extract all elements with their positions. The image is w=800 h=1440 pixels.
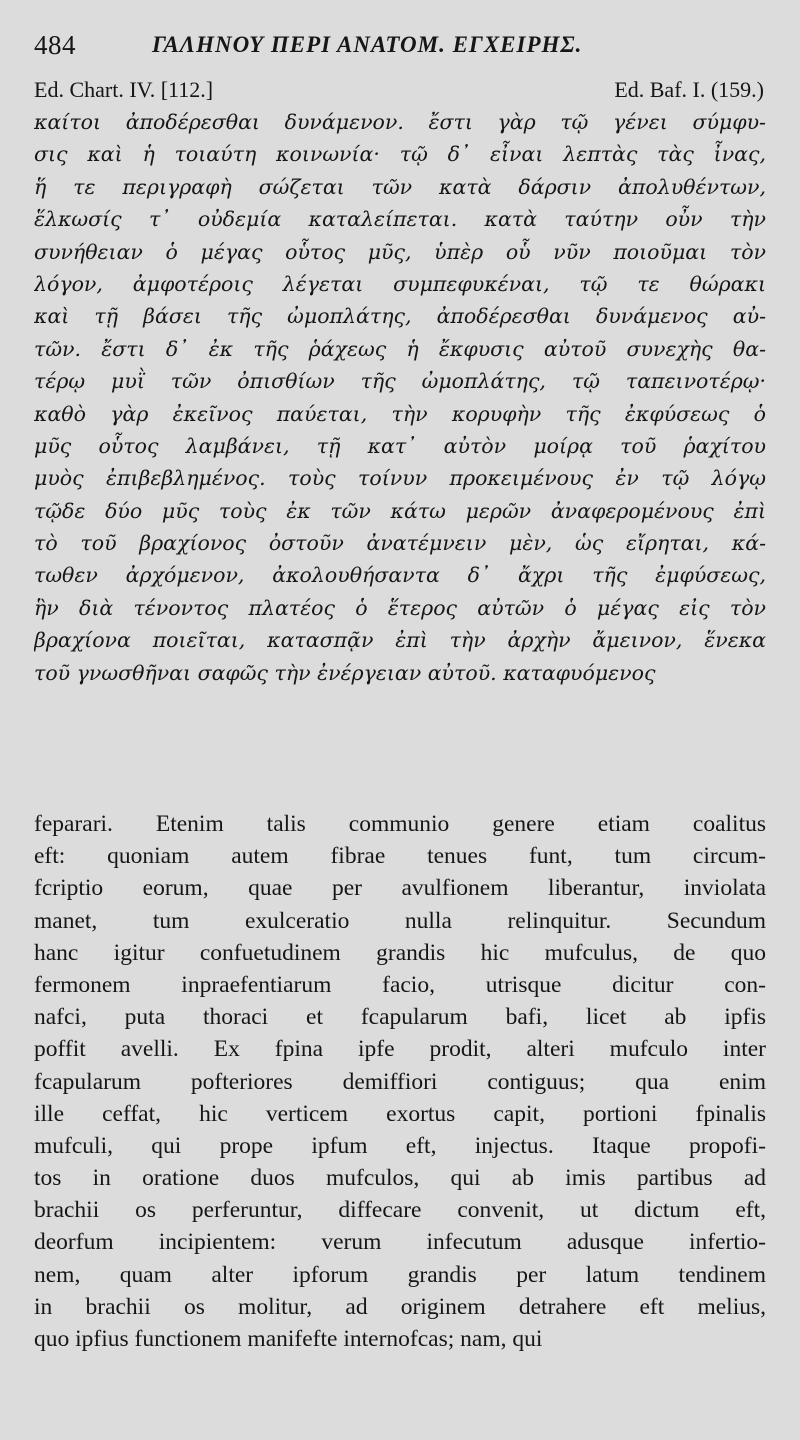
greek-text-line: τοῦ γνωσθῆναι σαφῶς τὴν ἐνέργειαν αὐτοῦ. καταφυόμενος [34, 660, 656, 685]
edition-chart-reference: Ed. Chart. IV. [112.] [34, 77, 214, 102]
running-head: ΓΑΛΗΝΟΥ ΠΕΡΙ ΑΝΑΤΟΜ. ΕΓΧΕΙΡΗΣ. [152, 32, 583, 57]
latin-text-line: poffit avelli. Ex fpina ipfe prodit, alteri mufculo inter [34, 1036, 766, 1063]
latin-text-block [34, 808, 766, 1355]
greek-text-line: τωθεν ἀρχόμενον, ἀκολουθήσαντα δ᾽ ἄχρι τῆς ἐμφύσεως, [34, 563, 766, 588]
greek-text-line: τέρῳ μυῒ τῶν ὀπισθίων τῆς ὠμοπλάτης, τῷ ταπεινοτέρῳ· [34, 369, 766, 394]
latin-text-line: fcriptio eorum, quae per avulfionem liberantur, inviolata [34, 875, 766, 902]
latin-text-line: ille ceffat, hic verticem exortus capit, portioni fpinalis [34, 1100, 766, 1127]
greek-text-line: μυὸς ἐπιβεβλημένος. τοὺς τοίνυν προκειμένους ἐν τῷ λόγῳ [34, 466, 766, 491]
latin-text-line: nafci, puta thoraci et fcapularum bafi, licet ab ipfis [34, 1004, 766, 1031]
latin-text-line: hanc igitur confuetudinem grandis hic mufculus, de quo [34, 939, 766, 966]
page-header [34, 30, 774, 66]
latin-text-line: tos in oratione duos mufculos, qui ab imis partibus ad [34, 1165, 766, 1192]
greek-text-line: ἥ τε περιγραφὴ σώζεται τῶν κατὰ δάρσιν ἀπολυθέντων, [34, 174, 766, 199]
greek-text-line: τῶν. ἔστι δ᾽ ἐκ τῆς ῥάχεως ἡ ἔκφυσις αὐτοῦ συνεχὴς θα- [34, 336, 766, 361]
latin-text-line: eft: quoniam autem fibrae tenues funt, tum circum- [34, 843, 766, 870]
latin-text-line: in brachii os molitur, ad originem detrahere eft melius, [34, 1293, 766, 1320]
latin-text-line: quo ipfius functionem manifefte internofcas; nam, qui [34, 1326, 543, 1352]
edition-reference-line [34, 77, 764, 107]
latin-text-line: fcapularum pofteriores demiffiori contiguus; qua enim [34, 1068, 766, 1095]
latin-text-line: deorfum incipientem: verum infecutum adusque infertio- [34, 1229, 766, 1256]
latin-text-line: brachii os perferuntur, diffecare convenit, ut dictum eft, [34, 1197, 766, 1224]
greek-text-block [34, 106, 766, 689]
greek-text-line: βραχίονα ποιεῖται, κατασπᾷν ἐπὶ τὴν ἀρχὴν ἄμεινον, ἕνεκα [34, 628, 766, 653]
greek-text-line: καθὸ γὰρ ἐκεῖνος παύεται, τὴν κορυφὴν τῆς ἐκφύσεως ὁ [34, 401, 766, 426]
latin-text-line: fermonem inpraefentiarum facio, utrisque dicitur con- [34, 971, 766, 998]
latin-text-line: feparari. Etenim talis communio genere etiam coalitus [34, 811, 766, 837]
greek-text-line: λόγον, ἀμφοτέροις λέγεται συμπεφυκέναι, τῷ τε θώρακι [34, 271, 766, 296]
greek-text-line: τῷδε δύο μῦς τοὺς ἐκ τῶν κάτω μερῶν ἀναφερομένους ἐπὶ [34, 498, 766, 523]
greek-text-line: ἣν διὰ τένοντος πλατέος ὁ ἕτερος αὐτῶν ὁ μέγας εἰς τὸν [34, 595, 766, 620]
latin-text-line: manet, tum exulceratio nulla relinquitur. Secundum [34, 907, 766, 934]
edition-basel-reference: Ed. Baf. I. (159.) [614, 77, 764, 102]
greek-text-line: συνήθειαν ὁ μέγας οὗτος μῦς, ὑπὲρ οὗ νῦν ποιοῦμαι τὸν [34, 239, 766, 264]
greek-text-line: καὶ τῇ βάσει τῆς ὠμοπλάτης, ἀποδέρεσθαι δυνάμενος αὐ- [34, 304, 766, 329]
greek-text-line: μῦς οὗτος λαμβάνει, τῇ κατ᾽ αὐτὸν μοίρᾳ τοῦ ῥαχίτου [34, 433, 766, 458]
greek-text-line: τὸ τοῦ βραχίονος ὀστοῦν ἀνατέμνειν μὲν, ὡς εἴρηται, κά- [34, 531, 766, 556]
greek-text-line: καίτοι ἀποδέρεσθαι δυνάμενον. ἔστι γὰρ τῷ γένει σύμφυ- [34, 110, 766, 134]
latin-text-line: nem, quam alter ipforum grandis per latum tendinem [34, 1261, 766, 1288]
greek-text-line: ἕλκωσίς τ᾽ οὐδεμία καταλείπεται. κατὰ ταύτην οὖν τὴν [34, 207, 766, 232]
latin-text-line: mufculi, qui prope ipfum eft, injectus. Itaque propofi- [34, 1132, 766, 1159]
page-number: 484 [34, 30, 76, 60]
greek-text-line: σις καὶ ἡ τοιαύτη κοινωνία· τῷ δ᾽ εἶναι λεπτὰς τὰς ἶνας, [34, 142, 766, 167]
